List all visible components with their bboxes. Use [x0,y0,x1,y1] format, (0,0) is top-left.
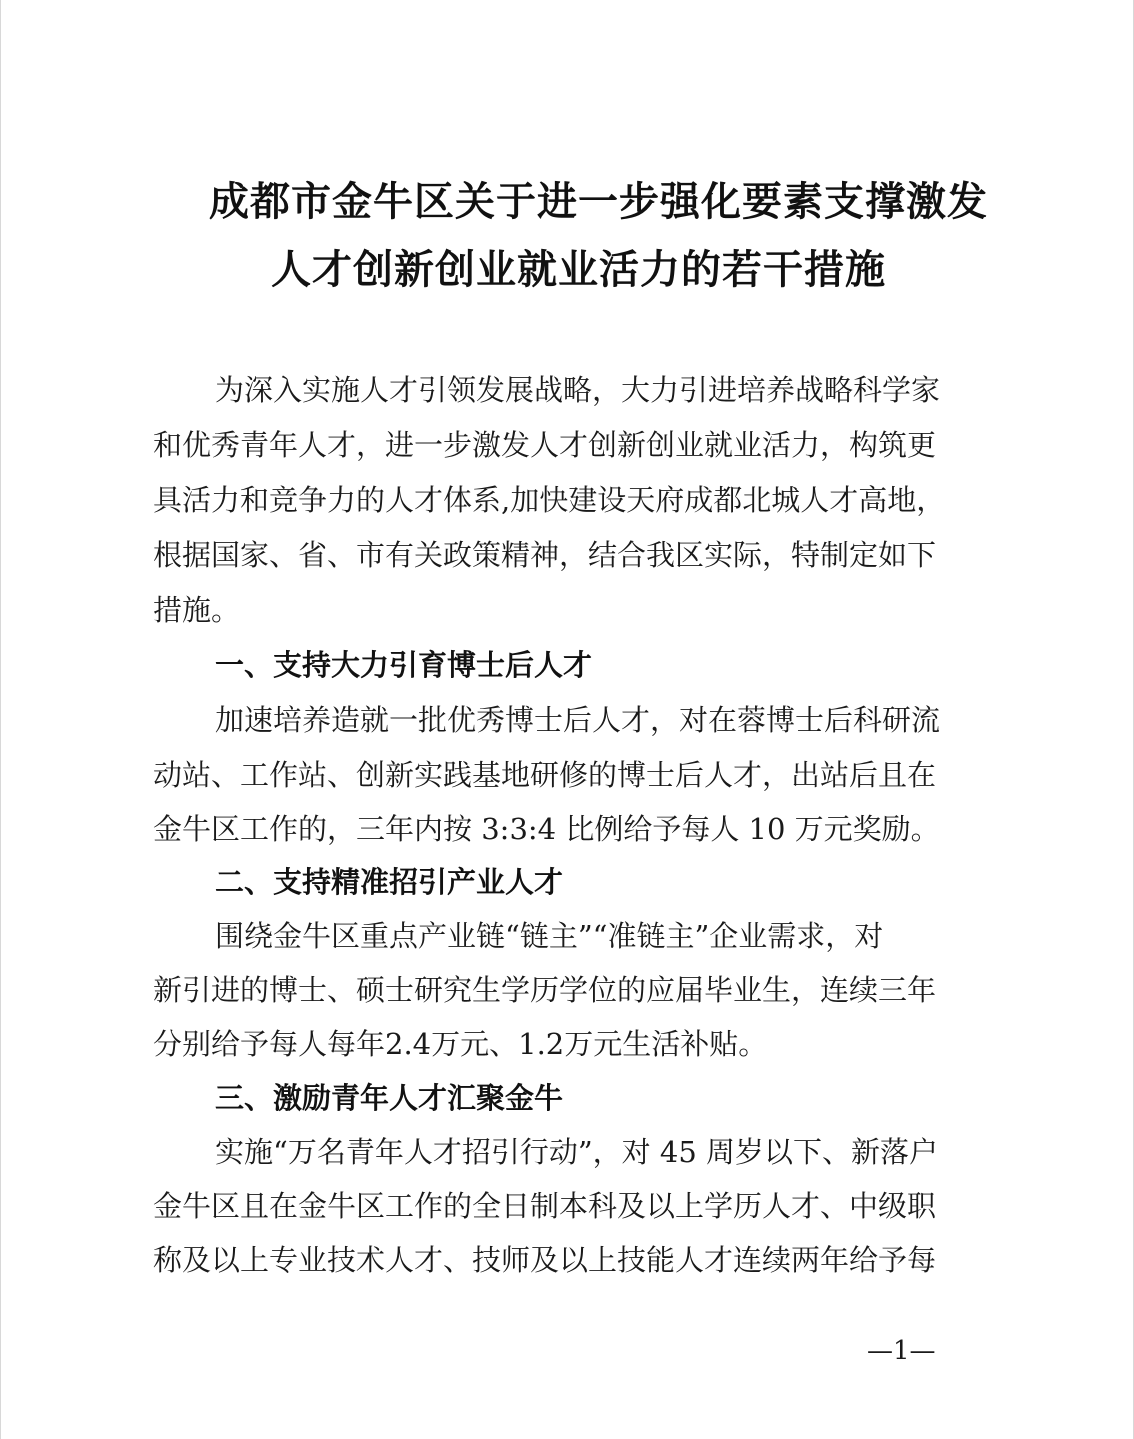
section-2-heading: 二、支持精准招引产业人才 [215,865,564,899]
section-2-line-1: 围绕金牛区重点产业链“链主”“准链主”企业需求，对 [215,919,884,953]
section-3-line-2: 金牛区且在金牛区工作的全日制本科及以上学历人才、中级职 [153,1189,937,1223]
section-3-line-1: 实施“万名青年人才招引行动”，对 45 周岁以下、新落户 [215,1135,938,1169]
intro-line-1: 为深入实施人才引领发展战略，大力引进培养战略科学家 [215,373,941,407]
document-title-line-2: 人才创新创业就业活力的若干措施 [271,246,886,293]
section-1-heading: 一、支持大力引育博士后人才 [215,648,593,682]
intro-line-2: 和优秀青年人才，进一步激发人才创新创业就业活力，构筑更 [153,428,937,462]
document-title-line-1: 成都市金牛区关于进一步强化要素支撑激发 [209,178,988,225]
page-number: —1— [867,1336,936,1366]
section-2-line-2: 新引进的博士、硕士研究生学历学位的应届毕业生，连续三年 [153,973,937,1007]
section-1-line-1: 加速培养造就一批优秀博士后人才，对在蓉博士后科研流 [215,703,941,737]
section-1-line-3: 金牛区工作的，三年内按 3:3:4 比例给予每人 10 万元奖励。 [153,812,940,846]
section-3-heading: 三、激励青年人才汇聚金牛 [215,1081,564,1115]
section-3-line-3: 称及以上专业技术人才、技师及以上技能人才连续两年给予每 [153,1243,937,1277]
intro-line-4: 根据国家、省、市有关政策精神，结合我区实际，特制定如下 [153,538,937,572]
intro-line-3: 具活力和竞争力的人才体系,加快建设天府成都北城人才高地， [153,483,946,517]
intro-line-5: 措施。 [153,593,241,627]
section-1-line-2: 动站、工作站、创新实践基地研修的博士后人才，出站后且在 [153,758,937,792]
section-2-line-3: 分别给予每人每年2.4万元、1.2万元生活补贴。 [153,1027,768,1061]
